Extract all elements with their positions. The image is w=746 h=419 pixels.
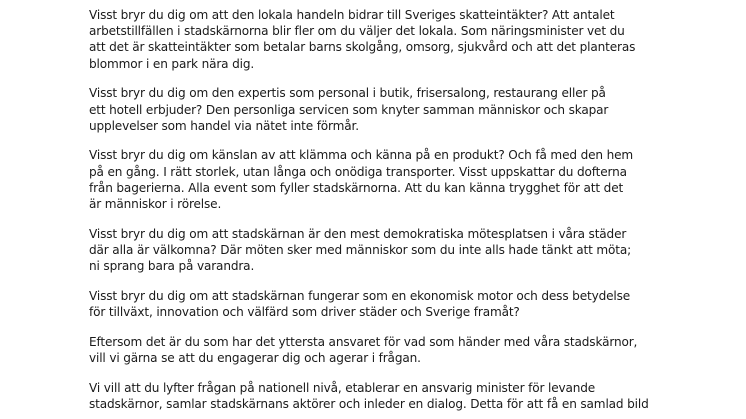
paragraph-national-level [89,380,664,412]
text-line: Visst bryr du dig om känslan av att klämma och känna på en produkt? Och få med den hem [89,148,634,163]
paragraph-tax-revenue [89,7,664,72]
text-line: från bagerierna. Alla event som fyller stadskärnorna. Att du kan känna trygghet för att det [89,180,624,195]
letter-body [89,7,664,419]
paragraph-democratic-meeting-place [89,226,664,275]
text-line: där alla är välkomna? Där möten sker med människor som du inte alls hade tänkt att möta; [89,242,632,257]
text-line: ni sprang bara på varandra. [89,259,255,274]
paragraph-economic-motor [89,288,664,320]
text-line: Visst bryr du dig om att den lokala handeln bidrar till Sveriges skatteintäkter? Att antalet [89,8,615,22]
text-line: ett hotell erbjuder? Den personliga servicen som knyter samman människor och skapar [89,102,609,117]
text-line: upplevelser som handel via nätet inte förmår. [89,118,359,133]
paragraph-product-feel [89,147,664,212]
text-line: att det är skatteintäkter som betalar barns skolgång, omsorg, sjukvård och att det planteras [89,40,636,55]
text-line: Vi vill att du lyfter frågan på nationell nivå, etablerar en ansvarig minister för levande [89,380,596,395]
text-line: Visst bryr du dig om att stadskärnan är den mest demokratiska mötesplatsen i våra städer [89,226,627,241]
text-line: stadskärnor, samlar stadskärnans aktörer och inleder en dialog. Detta för att få en samlad bild [89,396,649,411]
paragraph-expertise [89,85,664,134]
text-line: Visst bryr du dig om att stadskärnan fungerar som en ekonomisk motor och dess betydelse [89,288,631,303]
text-line: Eftersom det är du som har det yttersta ansvaret för vad som händer med våra stadskärnor, [89,334,638,349]
text-line: för tillväxt, innovation och välfärd som driver städer och Sverige framåt? [89,305,520,320]
text-line: Visst bryr du dig om den expertis som personal i butik, frisersalong, restaurang eller på [89,86,606,101]
text-line: blommor i en park nära dig. [89,56,255,71]
text-line: arbetstillfällen i stadskärnorna blir fler om du väljer det lokala. Som näringsminister vet du [89,24,625,39]
paragraph-responsibility [89,334,664,366]
text-line: på en gång. I rätt storlek, utan långa och onödiga transporter. Visst uppskattar du dofterna [89,164,627,179]
text-line: är människor i rörelse. [89,197,222,212]
text-line: vill vi gärna se att du engagerar dig och agerar i frågan. [89,350,421,365]
